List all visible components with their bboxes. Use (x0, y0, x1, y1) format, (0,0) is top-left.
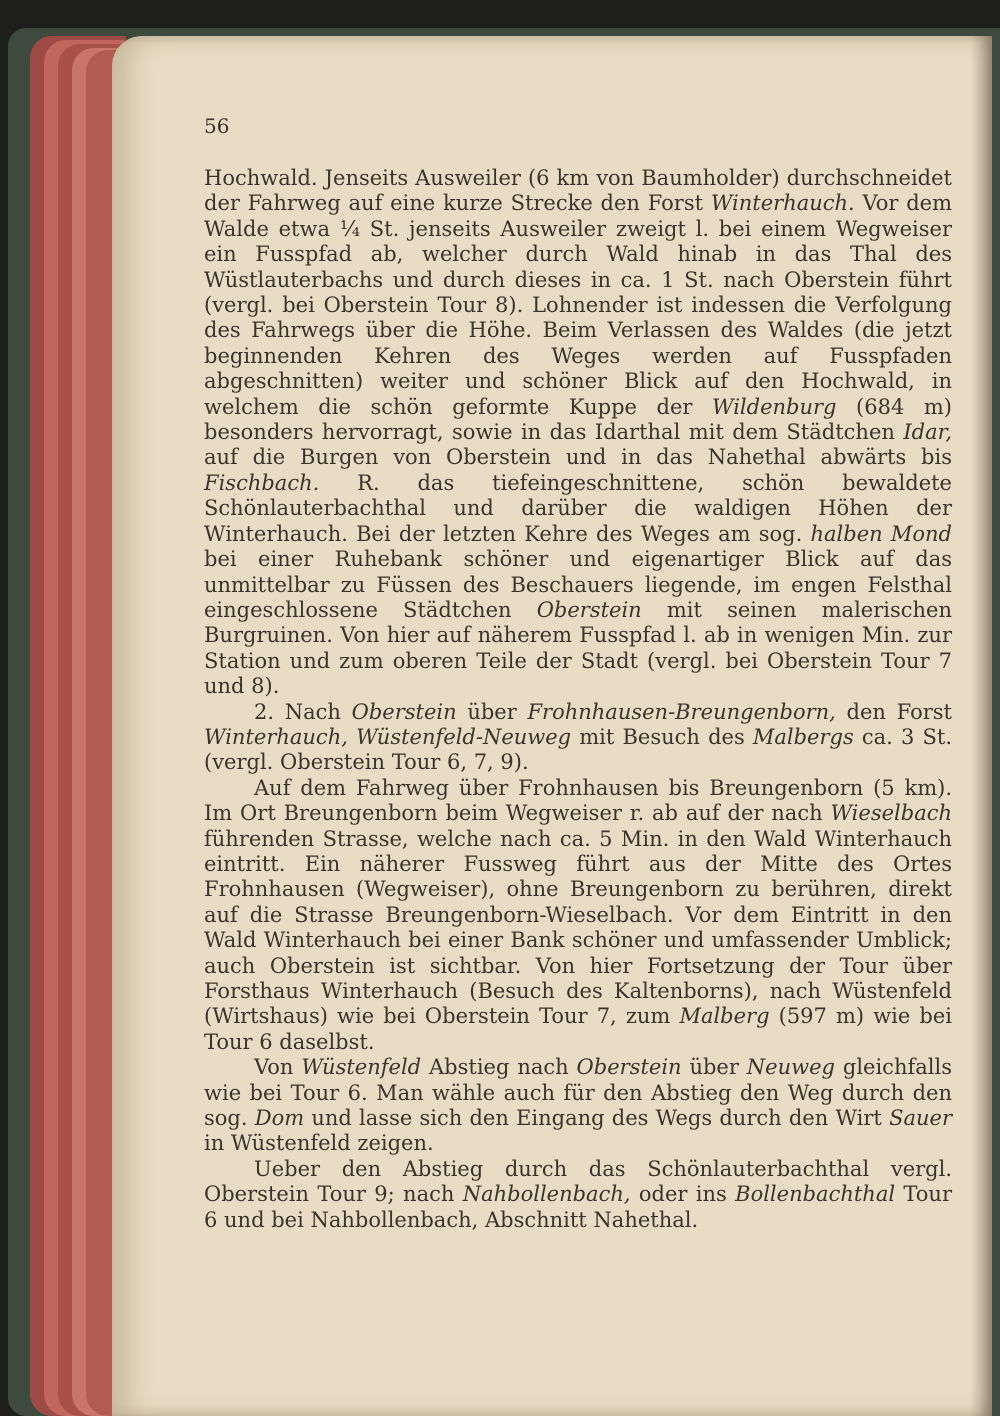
paragraph (204, 700, 952, 776)
italic-term: Winterhauch. (710, 191, 855, 216)
paragraph (204, 1157, 952, 1233)
italic-term: Wieselbach (830, 801, 952, 826)
text-run: Ueber den Abstieg durch das Schönlauterbachthal vergl. Oberstein Tour 9; nach (204, 1156, 952, 1207)
italic-term: Malberg (679, 1004, 770, 1029)
text-run: über (681, 1055, 747, 1080)
italic-term: Oberstein (536, 597, 642, 622)
italic-term: Idar, (903, 420, 952, 445)
text-run: und lasse sich den Eingang des Wegs durch den Wirt (304, 1106, 890, 1131)
body-text (204, 166, 952, 1233)
italic-term: Sauer (889, 1106, 952, 1131)
italic-term: Oberstein (576, 1055, 682, 1080)
text-run: 2. Nach (254, 699, 352, 724)
text-run: R. das tiefeingeschnittene, schön bewaldete Schönlauterbachthal und darüber die waldigen Höhen der Winterhauch. Bei der letzten Kehre des Weges am sog. (204, 470, 952, 546)
text-run: in Wüstenfeld zeigen. (204, 1131, 434, 1156)
italic-term: Bollenbachthal (735, 1182, 896, 1207)
italic-term: halben Mond (810, 521, 952, 546)
italic-term: Dom (254, 1106, 305, 1131)
text-run: den Forst (835, 699, 952, 724)
italic-term: Wüstenfeld (301, 1055, 422, 1080)
text-run: bei einer Ruhebank schöner und eigenartiger Blick auf das unmittelbar zu Füssen des Beschauers liegende, im engen Felsthal eingeschlossene Städtchen (204, 547, 952, 622)
text-run: mit seinen malerischen Burgruinen. Von hier auf näherem Fusspfad l. ab in wenigen Min. zur Station und zum oberen Teile der Stadt (vergl. bei Oberstein Tour 7 und 8). (204, 597, 952, 699)
text-run: ca. 3 St. (vergl. Oberstein Tour 6, 7, 9). (204, 724, 952, 775)
italic-term: Winterhauch, (204, 724, 348, 749)
italic-term: Wüstenfeld-Neuweg (356, 724, 572, 749)
book-page (112, 36, 992, 1416)
text-run: Vor dem Walde etwa ¼ St. jenseits Ausweiler zweigt l. bei einem Wegweiser ein Fusspfad ab, welcher durch Wald hinab in das Thal des Wüstlauterbachs und durch dieses in ca. 1 St. nach Oberstein führt (vergl. bei Oberstein Tour 8). Lohnender ist indessen die Verfolgung des Fahrwegs über die Höhe. Beim Verlassen des Waldes (die jetzt beginnenden Kehren des Weges werden auf Fusspfaden abgeschnitten) weiter und schöner Blick auf den Hochwald, in welchem die schön geformte Kuppe der (204, 191, 952, 419)
text-run: Tour 6 und bei Nahbollenbach, Abschnitt Nahethal. (204, 1182, 952, 1232)
italic-term: Oberstein (351, 699, 457, 724)
text-run: über (456, 699, 528, 724)
paragraph (204, 166, 952, 700)
paragraph (204, 776, 952, 1055)
italic-term: Nahbollenbach, (462, 1182, 631, 1207)
text-run: Von (254, 1055, 302, 1080)
text-run: oder ins (630, 1182, 736, 1207)
page-number: 56 (204, 114, 230, 138)
italic-term: Frohnhausen-Breungenborn, (527, 699, 836, 724)
page-gutter-shadow (970, 36, 992, 1416)
paragraph (204, 1055, 952, 1157)
italic-term: Wildenburg (712, 394, 837, 419)
text-run: (684 m) besonders hervorragt, sowie in das Idarthal mit dem Städtchen (204, 394, 952, 445)
text-run (348, 725, 356, 749)
text-run: gleichfalls wie bei Tour 6. Man wähle auch für den Abstieg den Weg durch den sog. (204, 1055, 952, 1131)
text-run: Auf dem Fahrweg über Frohnhausen bis Breungenborn (5 km). Im Ort Breungenborn beim Wegweiser r. ab auf der nach (204, 775, 952, 826)
italic-term: Fischbach. (204, 470, 320, 495)
page-text (204, 110, 952, 1233)
text-run: mit Besuch des (571, 724, 753, 749)
italic-term: Neuweg (746, 1055, 835, 1080)
text-run: (597 m) wie bei Tour 6 daselbst. (204, 1004, 953, 1054)
text-run: auf die Burgen von Oberstein und in das Nahethal abwärts bis (204, 445, 952, 470)
text-run: Hochwald. Jenseits Ausweiler (6 km von Baumholder) durchschneidet der Fahrweg auf eine kurze Strecke den Forst (204, 166, 952, 216)
text-run: führenden Strasse, welche nach ca. 5 Min. in den Wald Winterhauch eintritt. Ein näherer Fussweg führt aus der Mitte des Ortes Frohnhausen (Wegweiser), ohne Breungenborn zu berühren, direkt auf die Strasse Breungenborn-Wieselbach. Vor dem Eintritt in den Wald Winterhauch bei einer Bank schöner und umfassender Umblick; auch Oberstein ist sichtbar. Von hier Fortsetzung der Tour über Forsthaus Winterhauch (Besuch des Kaltenborns), nach Wüstenfeld (Wirtshaus) wie bei Oberstein Tour 7, zum (204, 826, 952, 1029)
italic-term: Malbergs (752, 724, 854, 749)
text-run: Abstieg nach (421, 1055, 577, 1080)
